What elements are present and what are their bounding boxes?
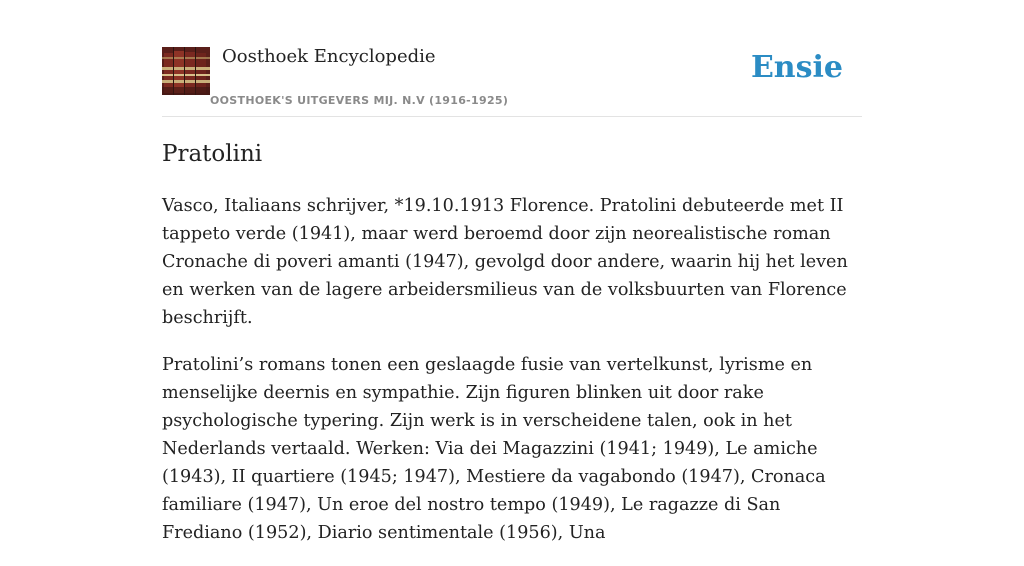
- article-paragraph: Pratolini’s romans tonen een geslaagde fusie van vertelkunst, lyrisme en menselijke deernis en sympathie. Zijn figuren blinken uit door rake psychologische typering. Zijn werk is in verscheidene talen, ook in het Nederlands vertaald. Werken: Via dei Magazzini (1941; 1949), Le amiche (1943), II quartiere (1945; 1947), Mestiere da vagabondo (1947), Cronaca familiare (1947), Un eroe del nostro tempo (1949), Le ragazze di San Frediano (1952), Diario sentimentale (1956), Una: [162, 355, 826, 543]
- article-title: Pratolini: [162, 141, 263, 167]
- page: [162, 0, 862, 543]
- source-subtitle: OOSTHOEK'S UITGEVERS MIJ. N.V (1916-1925): [210, 94, 509, 107]
- article-paragraph: Vasco, Italiaans schrijver, *19.10.1913 Florence. Pratolini debuteerde met II tappeto verde (1941), maar werd beroemd door zijn neorealistische roman Cronache di poveri amanti (1947), gevolgd door andere, waarin hij het leven en werken van de lagere arbeidersmilieus van de volksbuurten van Florence beschrijft.: [162, 196, 848, 328]
- article-body: [162, 192, 862, 566]
- book-spines-icon: [162, 47, 210, 95]
- source-avatar[interactable]: [162, 47, 210, 95]
- ensie-logo[interactable]: Ensie: [750, 50, 843, 85]
- source-header: [162, 0, 862, 117]
- source-title[interactable]: Oosthoek Encyclopedie: [222, 46, 436, 67]
